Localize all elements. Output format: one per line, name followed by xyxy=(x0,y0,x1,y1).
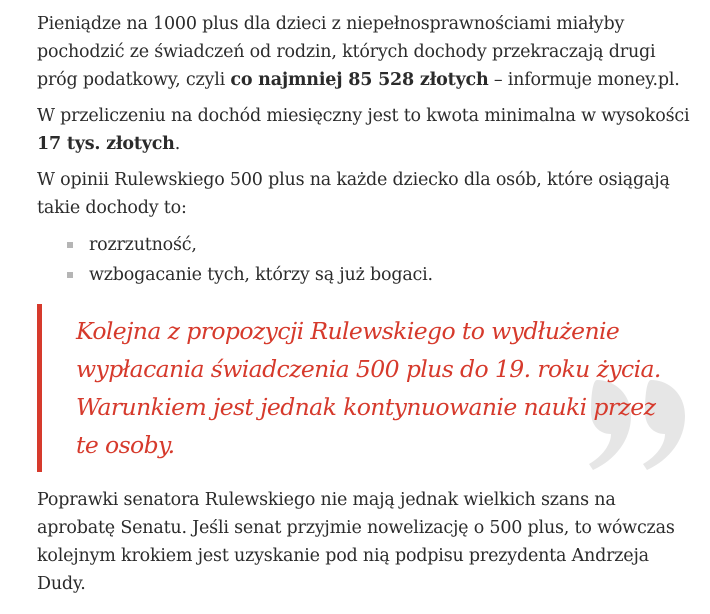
pull-quote xyxy=(37,304,697,472)
paragraph-funding-source-text: Pieniądze na 1000 plus dla dzieci z niepełnosprawnościami miałyby pochodzić ze świadczeń od rodzin, których dochody przekraczają drugi próg podatkowy, czyli xyxy=(37,14,656,90)
paragraph-funding-source xyxy=(37,10,697,94)
paragraph-funding-source-attribution: – informuje money.pl. xyxy=(488,70,680,90)
paragraph-monthly-income-text: W przeliczeniu na dochód miesięczny jest to kwota minimalna w wysokości xyxy=(37,106,690,126)
paragraph-opinion: W opinii Rulewskiego 500 plus na każde dziecko dla osób, które osiągają takie dochody to: xyxy=(37,170,670,218)
paragraph-senate-outlook: Poprawki senatora Rulewskiego nie mają jednak wielkich szans na aprobatę Senatu. Jeśli senat przyjmie nowelizację o 500 plus, to wówczas kolejnym krokiem jest uzyskanie pod nią podpisu prezydenta Andrzeja Dudy. xyxy=(37,490,675,594)
paragraph-monthly-income-amount: 17 tys. złotych xyxy=(37,134,175,154)
list-item-text: rozrzutność, xyxy=(89,235,197,255)
paragraph-funding-source-amount: co najmniej 85 528 złotych xyxy=(230,70,489,90)
paragraph-monthly-income xyxy=(37,102,697,158)
list-item xyxy=(67,230,697,260)
square-bullet-icon xyxy=(67,242,73,248)
paragraph-monthly-income-end: . xyxy=(174,134,181,154)
list-item xyxy=(67,260,697,290)
square-bullet-icon xyxy=(67,272,73,278)
pull-quote-text: Kolejna z propozycji Rulewskiego to wydłużenie wypłacania świadczenia 500 plus do 19. roku życia. Warunkiem jest jednak kontynuowanie nauki przez te osoby. xyxy=(76,317,661,459)
article-body xyxy=(37,10,697,606)
opinion-list xyxy=(37,230,697,290)
list-item-text: wzbogacanie tych, którzy są już bogaci. xyxy=(89,265,433,285)
